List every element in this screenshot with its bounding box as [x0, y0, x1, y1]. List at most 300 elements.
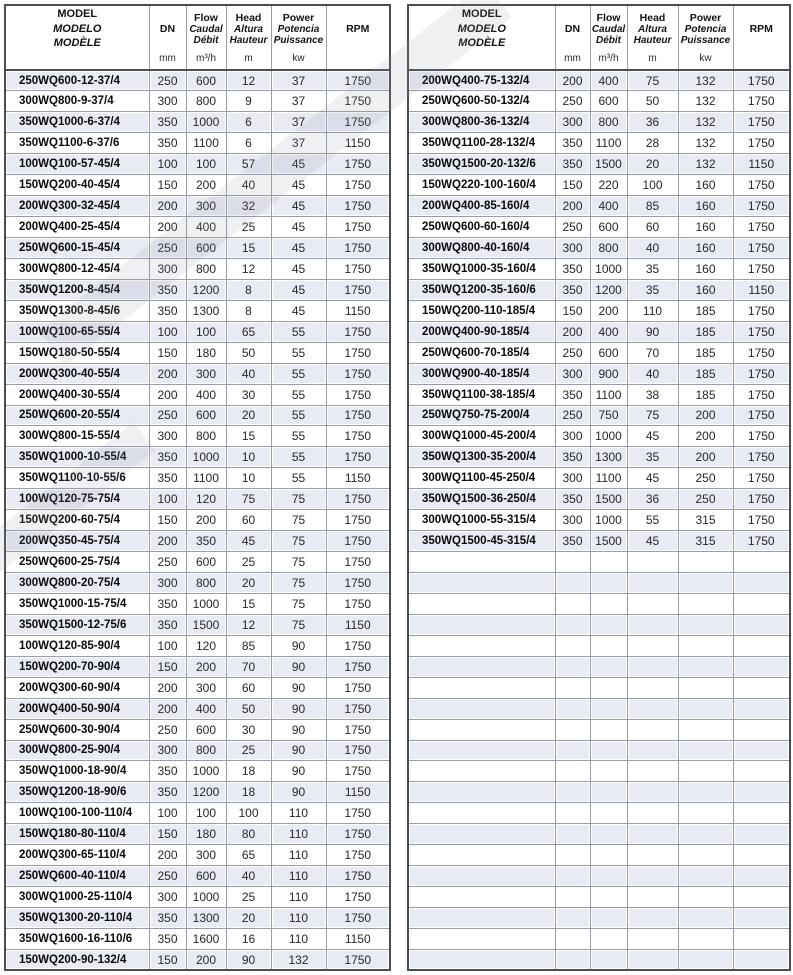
- model-cell: 200WQ300-40-55/4: [5, 363, 149, 384]
- table-row: [5, 908, 390, 929]
- power-cell: 315: [678, 531, 733, 552]
- flow-cell: 300: [186, 845, 226, 866]
- model-cell: [408, 908, 555, 929]
- power-cell: 90: [271, 761, 326, 782]
- head-cell: 45: [627, 426, 678, 447]
- dn-cell: [555, 677, 590, 698]
- model-cell: 350WQ1100-6-37/6: [5, 133, 149, 154]
- power-cell: 75: [271, 614, 326, 635]
- model-cell: 200WQ300-65-110/4: [5, 845, 149, 866]
- rpm-cell: 1750: [326, 279, 390, 300]
- spec-tables-container: [4, 4, 791, 971]
- rpm-cell: 1750: [326, 363, 390, 384]
- header-line: DN: [564, 23, 581, 35]
- dn-cell: 250: [555, 405, 590, 426]
- flow-cell: 1200: [590, 279, 627, 300]
- table-row: [408, 321, 790, 342]
- model-cell: 150WQ200-70-90/4: [5, 656, 149, 677]
- head-cell: [627, 593, 678, 614]
- rpm-cell: 1750: [733, 510, 790, 531]
- dn-cell: 300: [555, 468, 590, 489]
- model-header-label: [6, 6, 149, 52]
- flow-cell: 200: [186, 175, 226, 196]
- model-cell: [408, 719, 555, 740]
- rpm-cell: [733, 845, 790, 866]
- table-row: [5, 552, 390, 573]
- model-cell: 300WQ800-40-160/4: [408, 238, 555, 259]
- flow-cell: 400: [590, 196, 627, 217]
- rpm-cell: 1750: [326, 698, 390, 719]
- head-cell: 40: [627, 238, 678, 259]
- dn-cell: 350: [555, 531, 590, 552]
- head-cell: 36: [627, 489, 678, 510]
- rpm-cell: [733, 824, 790, 845]
- power-cell: 132: [678, 91, 733, 112]
- head-cell: 55: [627, 510, 678, 531]
- flow-cell: 180: [186, 824, 226, 845]
- model-cell: [408, 928, 555, 949]
- head-cell: [627, 887, 678, 908]
- model-cell: 300WQ1000-55-315/4: [408, 510, 555, 531]
- table-row: [5, 677, 390, 698]
- model-cell: 250WQ600-30-90/4: [5, 719, 149, 740]
- flow-cell: 1100: [186, 468, 226, 489]
- model-cell: [408, 552, 555, 573]
- dn-column-header: [149, 5, 186, 70]
- head-cell: [627, 866, 678, 887]
- rpm-cell: 1750: [733, 133, 790, 154]
- model-cell: 200WQ350-45-75/4: [5, 531, 149, 552]
- model-cell: [408, 740, 555, 761]
- rpm-cell: 1750: [326, 719, 390, 740]
- header-cell-content: [679, 6, 733, 69]
- model-cell: 200WQ300-60-90/4: [5, 677, 149, 698]
- rpm-column-header: [733, 5, 790, 70]
- head-cell: 65: [226, 321, 271, 342]
- header-line: Hauteur: [229, 35, 268, 46]
- head-cell: 50: [627, 91, 678, 112]
- rpm-cell: [733, 593, 790, 614]
- flow-cell: 900: [590, 363, 627, 384]
- dn-cell: [555, 719, 590, 740]
- power-cell: [678, 824, 733, 845]
- model-cell: 350WQ1100-10-55/6: [5, 468, 149, 489]
- flow-column-header: [186, 5, 226, 70]
- header-line: Flow: [194, 12, 218, 24]
- power-column-header: [678, 5, 733, 70]
- header-line: MODELO: [457, 22, 506, 35]
- table-row: [5, 112, 390, 133]
- rpm-cell: 1750: [326, 405, 390, 426]
- power-cell: 132: [271, 949, 326, 970]
- dn-cell: 250: [555, 217, 590, 238]
- header-line: Head: [639, 12, 666, 24]
- power-cell: 160: [678, 217, 733, 238]
- flow-cell: 1600: [186, 928, 226, 949]
- header-cell-content: [556, 6, 590, 69]
- power-cell: 45: [271, 238, 326, 259]
- dn-cell: 350: [149, 112, 186, 133]
- model-cell: [408, 949, 555, 970]
- power-cell: 160: [678, 238, 733, 259]
- flow-cell: 100: [186, 154, 226, 175]
- flow-cell: [590, 845, 627, 866]
- flow-cell: 120: [186, 489, 226, 510]
- flow-cell: 800: [186, 573, 226, 594]
- header-line: Débit: [193, 35, 219, 46]
- flow-cell: [590, 552, 627, 573]
- unit-label: [409, 52, 555, 69]
- flow-cell: 1100: [590, 384, 627, 405]
- power-cell: 75: [271, 552, 326, 573]
- power-cell: 75: [271, 489, 326, 510]
- flow-header-label: [187, 6, 226, 52]
- flow-cell: 200: [590, 300, 627, 321]
- rpm-cell: 1750: [326, 489, 390, 510]
- head-cell: 12: [226, 70, 271, 91]
- model-cell: [408, 614, 555, 635]
- dn-cell: 300: [555, 363, 590, 384]
- rpm-cell: 1750: [326, 321, 390, 342]
- power-cell: 132: [678, 70, 733, 91]
- rpm-cell: [733, 782, 790, 803]
- header-line: Power: [689, 12, 722, 24]
- table-row: [5, 949, 390, 970]
- power-cell: 45: [271, 154, 326, 175]
- header-line: MODÈLE: [458, 37, 506, 50]
- header-cell-content: [227, 6, 271, 69]
- power-cell: 90: [271, 635, 326, 656]
- head-cell: 65: [226, 845, 271, 866]
- dn-cell: 300: [149, 426, 186, 447]
- empty-table-row: [408, 740, 790, 761]
- model-cell: [408, 866, 555, 887]
- flow-cell: 800: [186, 740, 226, 761]
- table-row: [5, 573, 390, 594]
- model-cell: 300WQ1000-45-200/4: [408, 426, 555, 447]
- flow-cell: 100: [186, 321, 226, 342]
- flow-cell: 400: [590, 321, 627, 342]
- dn-cell: 350: [149, 782, 186, 803]
- dn-cell: 350: [149, 614, 186, 635]
- power-cell: 185: [678, 342, 733, 363]
- flow-cell: 1000: [590, 510, 627, 531]
- head-header-label: [227, 6, 271, 52]
- model-cell: 250WQ600-60-160/4: [408, 217, 555, 238]
- power-cell: [678, 887, 733, 908]
- empty-table-row: [408, 677, 790, 698]
- model-cell: 300WQ1000-25-110/4: [5, 887, 149, 908]
- header-line: MODELO: [53, 22, 102, 35]
- header-cell-content: [734, 6, 790, 69]
- head-cell: 9: [226, 91, 271, 112]
- dn-cell: 350: [149, 447, 186, 468]
- model-cell: [408, 824, 555, 845]
- dn-cell: 150: [149, 949, 186, 970]
- dn-cell: 250: [149, 70, 186, 91]
- table-row: [5, 761, 390, 782]
- flow-cell: 1500: [590, 489, 627, 510]
- table-row: [5, 531, 390, 552]
- dn-cell: [555, 635, 590, 656]
- model-cell: 300WQ800-9-37/4: [5, 91, 149, 112]
- flow-cell: 200: [186, 656, 226, 677]
- flow-cell: 1000: [186, 761, 226, 782]
- head-cell: 57: [226, 154, 271, 175]
- table-row: [408, 70, 790, 91]
- dn-cell: 100: [149, 489, 186, 510]
- rpm-cell: [733, 866, 790, 887]
- power-cell: 45: [271, 175, 326, 196]
- table-row: [5, 447, 390, 468]
- rpm-cell: [733, 887, 790, 908]
- head-cell: 70: [627, 342, 678, 363]
- empty-table-row: [408, 635, 790, 656]
- pump-spec-table-left: [4, 4, 391, 971]
- table-row: [5, 384, 390, 405]
- head-cell: 45: [627, 531, 678, 552]
- table-row: [5, 175, 390, 196]
- rpm-cell: 1150: [733, 279, 790, 300]
- power-cell: 110: [271, 824, 326, 845]
- head-cell: 15: [226, 593, 271, 614]
- dn-cell: [555, 949, 590, 970]
- power-cell: 90: [271, 677, 326, 698]
- dn-cell: [555, 656, 590, 677]
- flow-cell: 600: [590, 91, 627, 112]
- head-cell: 100: [226, 803, 271, 824]
- flow-cell: [590, 614, 627, 635]
- head-cell: 20: [226, 573, 271, 594]
- dn-cell: 150: [555, 175, 590, 196]
- flow-cell: [590, 635, 627, 656]
- model-cell: 350WQ1300-8-45/6: [5, 300, 149, 321]
- dn-cell: 300: [555, 510, 590, 531]
- dn-cell: 300: [149, 573, 186, 594]
- table-row: [408, 217, 790, 238]
- power-header-label: [272, 6, 326, 52]
- head-cell: [627, 698, 678, 719]
- table-row: [5, 928, 390, 949]
- flow-cell: 1000: [590, 426, 627, 447]
- flow-cell: [590, 908, 627, 929]
- table-row: [5, 803, 390, 824]
- flow-cell: 300: [186, 677, 226, 698]
- flow-cell: 350: [186, 531, 226, 552]
- table-row: [5, 489, 390, 510]
- power-cell: 160: [678, 196, 733, 217]
- table-row: [5, 468, 390, 489]
- flow-cell: 1000: [186, 593, 226, 614]
- rpm-cell: 1750: [326, 531, 390, 552]
- head-cell: 6: [226, 133, 271, 154]
- rpm-cell: 1750: [326, 593, 390, 614]
- flow-cell: 120: [186, 635, 226, 656]
- rpm-cell: 1150: [326, 782, 390, 803]
- power-cell: [678, 866, 733, 887]
- model-cell: 150WQ200-110-185/4: [408, 300, 555, 321]
- empty-table-row: [408, 803, 790, 824]
- rpm-cell: [733, 552, 790, 573]
- power-cell: 110: [271, 866, 326, 887]
- table-row: [5, 887, 390, 908]
- dn-cell: [555, 593, 590, 614]
- head-cell: 40: [226, 363, 271, 384]
- rpm-cell: [733, 698, 790, 719]
- dn-cell: 100: [149, 321, 186, 342]
- dn-header-label: [556, 6, 590, 52]
- flow-cell: 600: [186, 238, 226, 259]
- rpm-cell: [733, 928, 790, 949]
- head-cell: 36: [627, 112, 678, 133]
- dn-cell: 250: [149, 866, 186, 887]
- head-cell: [627, 761, 678, 782]
- power-cell: 185: [678, 363, 733, 384]
- power-cell: 200: [678, 426, 733, 447]
- dn-cell: 350: [149, 928, 186, 949]
- rpm-cell: 1750: [733, 321, 790, 342]
- model-cell: 200WQ400-25-45/4: [5, 217, 149, 238]
- power-column-header: [271, 5, 326, 70]
- model-column-header: [5, 5, 149, 70]
- model-cell: 200WQ400-85-160/4: [408, 196, 555, 217]
- dn-cell: 200: [149, 217, 186, 238]
- table-row: [5, 719, 390, 740]
- model-cell: 350WQ1600-16-110/6: [5, 928, 149, 949]
- dn-cell: [555, 740, 590, 761]
- rpm-cell: 1750: [326, 342, 390, 363]
- flow-cell: 600: [186, 866, 226, 887]
- flow-cell: [590, 866, 627, 887]
- header-line: Altura: [638, 24, 667, 35]
- flow-cell: 400: [590, 70, 627, 91]
- header-line: Power: [282, 12, 315, 24]
- header-line: Débit: [596, 35, 621, 46]
- dn-cell: 250: [555, 91, 590, 112]
- rpm-cell: [733, 740, 790, 761]
- head-cell: 90: [226, 949, 271, 970]
- rpm-cell: 1750: [733, 238, 790, 259]
- dn-cell: [555, 573, 590, 594]
- head-column-header: [627, 5, 678, 70]
- flow-cell: [590, 887, 627, 908]
- rpm-cell: 1750: [326, 761, 390, 782]
- header-line: Puissance: [680, 35, 731, 46]
- head-cell: 32: [226, 196, 271, 217]
- rpm-cell: 1750: [326, 635, 390, 656]
- head-cell: 18: [226, 761, 271, 782]
- table-row: [408, 363, 790, 384]
- header-row: [5, 5, 390, 70]
- head-cell: 60: [226, 510, 271, 531]
- unit-label: m³/h: [598, 53, 619, 64]
- dn-cell: 200: [149, 698, 186, 719]
- header-line: Altura: [234, 24, 263, 35]
- rpm-cell: [733, 677, 790, 698]
- flow-cell: [590, 719, 627, 740]
- table-row: [5, 405, 390, 426]
- flow-cell: 400: [186, 217, 226, 238]
- flow-cell: 300: [186, 363, 226, 384]
- model-header-label: [409, 6, 555, 52]
- head-cell: 75: [226, 489, 271, 510]
- flow-cell: 800: [186, 91, 226, 112]
- model-cell: 350WQ1200-35-160/6: [408, 279, 555, 300]
- flow-cell: 100: [186, 803, 226, 824]
- header-line: Potencia: [277, 24, 320, 35]
- header-cell-content: [187, 6, 226, 69]
- power-cell: [678, 949, 733, 970]
- flow-cell: 200: [186, 949, 226, 970]
- model-cell: 300WQ800-36-132/4: [408, 112, 555, 133]
- head-cell: [627, 908, 678, 929]
- table-row: [408, 342, 790, 363]
- head-cell: 30: [226, 384, 271, 405]
- rpm-cell: 1150: [326, 928, 390, 949]
- power-cell: 55: [271, 363, 326, 384]
- rpm-cell: 1150: [733, 154, 790, 175]
- model-cell: 150WQ220-100-160/4: [408, 175, 555, 196]
- flow-cell: 600: [186, 70, 226, 91]
- dn-cell: 250: [149, 552, 186, 573]
- rpm-cell: 1750: [733, 489, 790, 510]
- flow-cell: 1200: [186, 782, 226, 803]
- flow-cell: 1500: [590, 531, 627, 552]
- table-row: [5, 866, 390, 887]
- head-cell: 45: [627, 468, 678, 489]
- power-cell: [678, 593, 733, 614]
- table-row: [5, 321, 390, 342]
- header-line: Caudal: [189, 24, 223, 35]
- table-row: [408, 133, 790, 154]
- power-cell: 90: [271, 656, 326, 677]
- head-cell: [627, 719, 678, 740]
- flow-cell: [590, 573, 627, 594]
- head-cell: 28: [627, 133, 678, 154]
- dn-cell: 350: [149, 908, 186, 929]
- table-row: [5, 782, 390, 803]
- flow-cell: 1200: [186, 279, 226, 300]
- flow-cell: 1100: [590, 133, 627, 154]
- header-line: Puissance: [273, 35, 324, 46]
- dn-cell: [555, 887, 590, 908]
- power-cell: 132: [678, 133, 733, 154]
- flow-cell: 1300: [590, 447, 627, 468]
- empty-table-row: [408, 824, 790, 845]
- rpm-cell: 1750: [733, 175, 790, 196]
- table-row: [408, 426, 790, 447]
- power-cell: [678, 552, 733, 573]
- rpm-cell: 1750: [326, 70, 390, 91]
- dn-cell: 200: [149, 677, 186, 698]
- power-cell: 110: [271, 887, 326, 908]
- dn-cell: 350: [555, 384, 590, 405]
- power-cell: 45: [271, 196, 326, 217]
- head-cell: 85: [627, 196, 678, 217]
- flow-cell: 1000: [590, 258, 627, 279]
- unit-label: kw: [699, 53, 712, 64]
- model-cell: 200WQ300-32-45/4: [5, 196, 149, 217]
- dn-cell: 350: [149, 593, 186, 614]
- unit-label: mm: [159, 53, 176, 64]
- rpm-cell: 1750: [326, 803, 390, 824]
- dn-cell: 350: [555, 154, 590, 175]
- rpm-cell: [733, 949, 790, 970]
- flow-cell: 220: [590, 175, 627, 196]
- head-cell: [627, 635, 678, 656]
- unit-label: m³/h: [196, 53, 216, 64]
- header-line: MODEL: [57, 8, 98, 21]
